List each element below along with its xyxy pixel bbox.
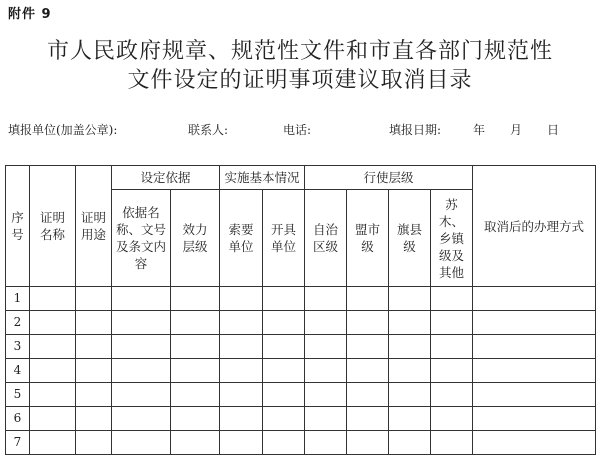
header-sumu-other: 苏木、乡镇级及其他 — [431, 190, 473, 287]
table-row — [6, 431, 596, 455]
table-row — [6, 311, 596, 335]
meta-phone: 电话: — [283, 123, 312, 137]
meta-month: 月 — [510, 123, 523, 137]
certificate-table — [5, 165, 596, 455]
table-row — [6, 383, 596, 407]
group-basis: 设定依据 — [112, 166, 220, 190]
row-number: 6 — [6, 407, 30, 431]
meta-year: 年 — [473, 123, 486, 137]
table-row — [6, 407, 596, 431]
meta-contact: 联系人: — [188, 123, 229, 137]
header-name: 证明名称 — [30, 166, 76, 287]
table-row — [6, 287, 596, 311]
document-title-line1: 市人民政府规章、规范性文件和市直各部门规范性 — [46, 39, 553, 64]
header-banner-county: 旗县级 — [389, 190, 431, 287]
group-level: 行使层级 — [305, 166, 473, 190]
row-number: 5 — [6, 383, 30, 407]
header-purpose: 证明用途 — [76, 166, 112, 287]
row-number: 7 — [6, 431, 30, 455]
row-number: 1 — [6, 287, 30, 311]
group-implementation: 实施基本情况 — [220, 166, 305, 190]
header-region: 自治区级 — [305, 190, 347, 287]
meta-unit: 填报单位(加盖公章): — [8, 123, 118, 137]
table-row — [6, 335, 596, 359]
header-seq: 序号 — [6, 166, 30, 287]
header-basis-doc: 依据名称、文号及条文内容 — [112, 190, 171, 287]
header-league-city: 盟市级 — [347, 190, 389, 287]
row-number: 3 — [6, 335, 30, 359]
document-title-line2: 文件设定的证明事项建议取消目录 — [127, 68, 473, 93]
table-row — [6, 359, 596, 383]
row-number: 2 — [6, 311, 30, 335]
row-number: 4 — [6, 359, 30, 383]
header-issue-unit: 开具单位 — [263, 190, 305, 287]
meta-day: 日 — [547, 123, 560, 137]
attachment-label: 附件 9 — [8, 7, 52, 22]
meta-date: 填报日期: — [389, 123, 442, 137]
header-effect-level: 效力层级 — [171, 190, 220, 287]
header-request-unit: 索要单位 — [220, 190, 263, 287]
header-handling: 取消后的办理方式 — [473, 166, 596, 287]
form-meta — [0, 121, 600, 139]
